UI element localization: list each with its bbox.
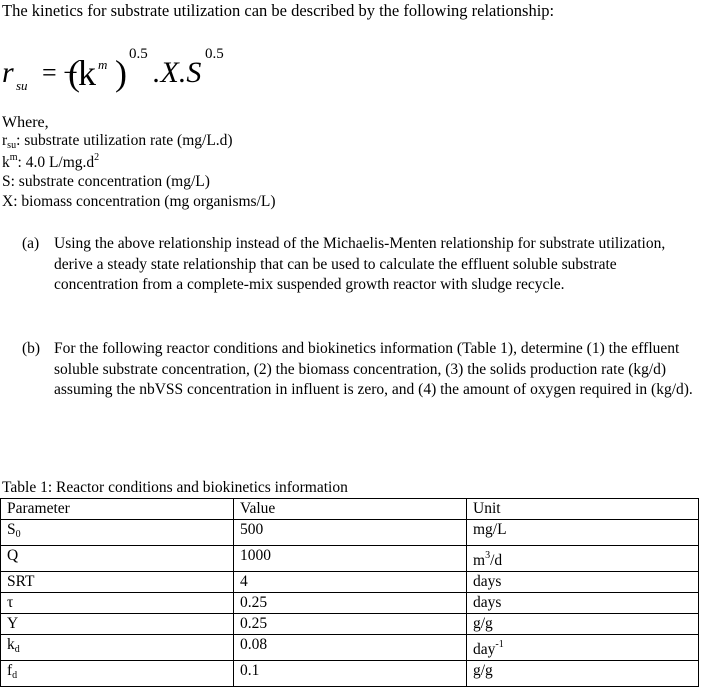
rate-equation xyxy=(2,44,262,94)
unit-cell: day$^{-1}$ xyxy=(467,635,699,661)
part-b-text: For the following reactor conditions and biokinetics information (Table 1), determine (1) the effluent soluble substrate concentration, (2) the biomass concentration, (3) the solids production rate (kg/d) assuming the nbVSS concentration in influent is zero, and (4) the amount of oxygen required in (kg/d). xyxy=(54,340,693,398)
equation-lhs-subscript: su xyxy=(16,78,28,93)
param-cell: Q xyxy=(1,546,234,572)
unit-cell: days xyxy=(467,593,699,614)
definition-km: $k^m$: 4.0 $L/mg.d^2$ xyxy=(2,152,100,171)
table-caption: Table 1: Reactor conditions and biokinetics information xyxy=(2,479,348,496)
value-cell: 1000 xyxy=(234,546,467,572)
header-unit: Unit xyxy=(467,499,699,520)
param-cell: SRT xyxy=(1,572,234,593)
table-row xyxy=(1,593,699,614)
table-row xyxy=(1,520,699,546)
value-cell: 0.25 xyxy=(234,614,467,635)
value-cell: 500 xyxy=(234,520,467,546)
definition-x: X: biomass concentration (mg organisms/L) xyxy=(2,193,276,210)
table-row xyxy=(1,661,699,687)
value-cell: 0.25 xyxy=(234,593,467,614)
value-cell: 4 xyxy=(234,572,467,593)
param-cell: $S_0$ xyxy=(1,520,234,546)
question-part-b xyxy=(22,339,697,401)
unit-cell: days xyxy=(467,572,699,593)
part-a-tag: (a) xyxy=(22,235,40,252)
where-label: Where, xyxy=(2,114,49,131)
equation-k-term: (k xyxy=(68,53,94,93)
definition-s: S: substrate concentration (mg/L) xyxy=(2,173,210,190)
part-a-text: Using the above relationship instead of the Michaelis-Menten relationship for substrate utilization, derive a steady state relationship that can be used to calculate the effluent soluble substrate concentration from a complete-mix suspended growth reactor with sludge recycle. xyxy=(54,235,666,293)
param-cell: Y xyxy=(1,614,234,635)
table-header-row xyxy=(1,499,699,520)
equation-xs-term: .X.S xyxy=(153,56,202,89)
table-row xyxy=(1,546,699,572)
equation-k-superscript: m xyxy=(98,57,108,72)
unit-cell: g/g xyxy=(467,661,699,687)
equation-operator: = − xyxy=(42,58,78,87)
header-value: Value xyxy=(234,499,467,520)
equation-paren-exponent: 0.5 xyxy=(129,46,148,62)
table-row xyxy=(1,572,699,593)
param-cell: $k_d$ xyxy=(1,635,234,661)
question-part-a xyxy=(22,234,697,296)
definition-rsu: $r_{su}$: substrate utilization rate (mg/L.d) xyxy=(2,132,233,151)
equation-lhs: r xyxy=(2,56,14,89)
part-b-tag: (b) xyxy=(22,340,41,357)
intro-text: The kinetics for substrate utilization can be described by the following relationship: xyxy=(2,1,555,20)
equation-s-exponent: 0.5 xyxy=(205,46,224,62)
header-parameter: Parameter xyxy=(1,499,234,520)
unit-cell: g/g xyxy=(467,614,699,635)
value-cell: 0.08 xyxy=(234,635,467,661)
unit-cell: $m^3/d$ xyxy=(467,546,699,572)
parameters-table xyxy=(0,498,699,687)
table-row xyxy=(1,635,699,661)
value-cell: 0.1 xyxy=(234,661,467,687)
param-cell: $f_d$ xyxy=(1,661,234,687)
unit-cell: mg/L xyxy=(467,520,699,546)
table-row xyxy=(1,614,699,635)
equation-close-paren: ) xyxy=(115,53,125,93)
param-cell: τ xyxy=(1,593,234,614)
